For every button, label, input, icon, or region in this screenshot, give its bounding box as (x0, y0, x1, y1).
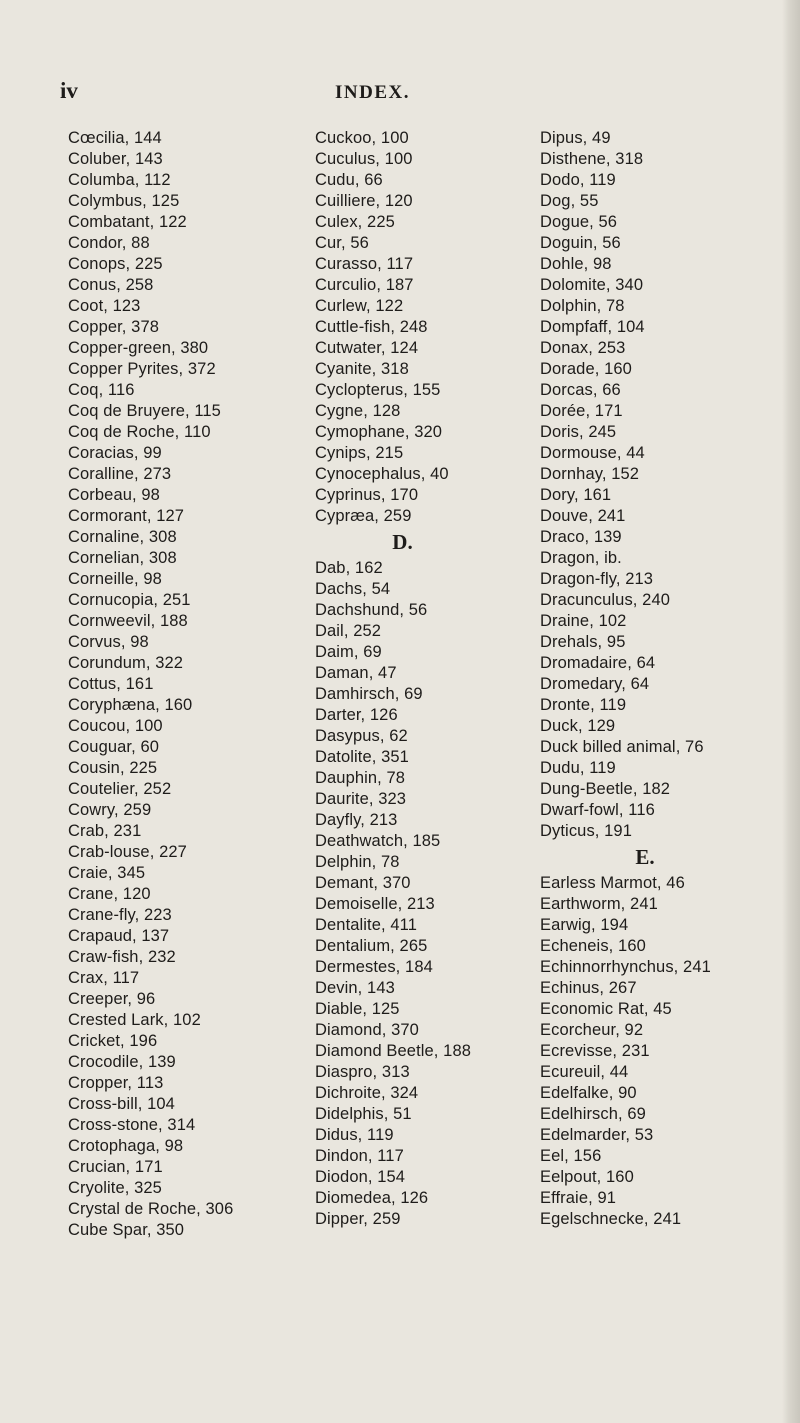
index-entry: Cyprinus, 170 (315, 486, 419, 504)
index-entry: Cornweevil, 188 (68, 612, 188, 630)
index-entry: Corbeau, 98 (68, 486, 160, 504)
index-entry: Dornhay, 152 (540, 465, 640, 483)
index-entry: Cutwater, 124 (315, 339, 419, 357)
index-entry: Cuilliere, 120 (315, 192, 413, 210)
index-entry: Cornaline, 308 (68, 528, 177, 546)
index-entry: Draco, 139 (540, 528, 622, 546)
index-entry: Cowry, 259 (68, 801, 152, 819)
index-entry: Dudu, 119 (540, 759, 616, 777)
index-entry: Drehals, 95 (540, 633, 626, 651)
index-entry: Coot, 123 (68, 297, 141, 315)
index-entry: Doris, 245 (540, 423, 617, 441)
index-entry: Conops, 225 (68, 255, 163, 273)
index-entry: Craw-fish, 232 (68, 948, 176, 966)
index-entry: Crab-louse, 227 (68, 843, 187, 861)
index-entry: Dichroite, 324 (315, 1084, 419, 1102)
index-entry: Couguar, 60 (68, 738, 160, 756)
index-entry: Dromedary, 64 (540, 675, 650, 693)
index-entry: Coluber, 143 (68, 150, 163, 168)
index-entry: Cross-bill, 104 (68, 1095, 175, 1113)
index-entry: Dolomite, 340 (540, 276, 644, 294)
index-entry: Dyticus, 191 (540, 822, 632, 840)
index-entry: Crab, 231 (68, 822, 142, 840)
index-entry: Duck billed animal, 76 (540, 738, 704, 756)
index-entry: Coralline, 273 (68, 465, 172, 483)
section-letter-heading: D. (392, 530, 413, 554)
index-entry: Curculio, 187 (315, 276, 414, 294)
index-entry: Culex, 225 (315, 213, 395, 231)
index-entry: Daman, 47 (315, 664, 397, 682)
index-entry: Coq, 116 (68, 381, 135, 399)
index-entry: Dorade, 160 (540, 360, 632, 378)
index-entry: Coucou, 100 (68, 717, 163, 735)
index-entry: Diodon, 154 (315, 1168, 406, 1186)
index-entry: Cube Spar, 350 (68, 1221, 185, 1239)
index-entry: Crocodile, 139 (68, 1053, 176, 1071)
index-entry: Didelphis, 51 (315, 1105, 412, 1123)
index-entry: Edelfalke, 90 (540, 1084, 637, 1102)
index-entry: Colymbus, 125 (68, 192, 180, 210)
index-entry: Cœcilia, 144 (68, 129, 162, 147)
index-entry: Cross-stone, 314 (68, 1116, 196, 1134)
index-entry: Crane-fly, 223 (68, 906, 172, 924)
index-entry: Douve, 241 (540, 507, 626, 525)
index-entry: Crane, 120 (68, 885, 151, 903)
index-entry: Dog, 55 (540, 192, 599, 210)
index-entry: Edelmarder, 53 (540, 1126, 654, 1144)
index-entry: Dragon-fly, 213 (540, 570, 654, 588)
index-entry: Dracunculus, 240 (540, 591, 671, 609)
index-entry: Dogue, 56 (540, 213, 618, 231)
index-entry: Crax, 117 (68, 969, 140, 987)
index-entry: Egelschnecke, 241 (540, 1210, 682, 1228)
index-entry: Eel, 156 (540, 1147, 602, 1165)
index-entry: Combatant, 122 (68, 213, 187, 231)
index-entry: Dorcas, 66 (540, 381, 621, 399)
section-letter-heading: E. (635, 845, 655, 869)
index-entry: Cricket, 196 (68, 1032, 158, 1050)
index-entry: Daurite, 323 (315, 790, 407, 808)
index-entry: Corneille, 98 (68, 570, 162, 588)
index-entry: Delphin, 78 (315, 853, 400, 871)
index-entry: Dab, 162 (315, 559, 383, 577)
index-entry: Crystal de Roche, 306 (68, 1200, 234, 1218)
index-column-2 (315, 128, 565, 1230)
index-entry: Dodo, 119 (540, 171, 616, 189)
index-entry: Coq de Roche, 110 (68, 423, 211, 441)
index-entry: Dragon, ib. (540, 549, 622, 567)
index-entry: Demoiselle, 213 (315, 895, 435, 913)
index-entry: Draine, 102 (540, 612, 627, 630)
index-entry: Ecrevisse, 231 (540, 1042, 650, 1060)
index-entry: Dipper, 259 (315, 1210, 401, 1228)
index-entry: Cuttle-fish, 248 (315, 318, 428, 336)
index-entry: Cynocephalus, 40 (315, 465, 449, 483)
index-entry: Dohle, 98 (540, 255, 612, 273)
index-entry: Dachs, 54 (315, 580, 391, 598)
index-entry: Dachshund, 56 (315, 601, 428, 619)
index-entry: Demant, 370 (315, 874, 411, 892)
index-entry: Dromadaire, 64 (540, 654, 656, 672)
index-entry: Earthworm, 241 (540, 895, 658, 913)
index-entry: Curasso, 117 (315, 255, 414, 273)
index-entry: Crotophaga, 98 (68, 1137, 184, 1155)
index-entry: Dory, 161 (540, 486, 612, 504)
index-entry: Columba, 112 (68, 171, 171, 189)
index-entry: Coutelier, 252 (68, 780, 172, 798)
index-entry: Damhirsch, 69 (315, 685, 423, 703)
index-entry: Dayfly, 213 (315, 811, 398, 829)
index-entry: Diaspro, 313 (315, 1063, 410, 1081)
index-entry: Dronte, 119 (540, 696, 627, 714)
index-entry: Conus, 258 (68, 276, 154, 294)
index-entry: Ecorcheur, 92 (540, 1021, 644, 1039)
index-entry: Cornucopia, 251 (68, 591, 191, 609)
index-entry: Diamond, 370 (315, 1021, 419, 1039)
index-entry: Dwarf-fowl, 116 (540, 801, 655, 819)
index-entry: Echinus, 267 (540, 979, 637, 997)
index-entry: Devin, 143 (315, 979, 395, 997)
index-entry: Didus, 119 (315, 1126, 394, 1144)
index-column-3 (540, 128, 790, 1230)
index-entry: Ecureuil, 44 (540, 1063, 629, 1081)
index-entry: Creeper, 96 (68, 990, 156, 1008)
index-entry: Corvus, 98 (68, 633, 149, 651)
index-entry: Echinnorrhynchus, 241 (540, 958, 711, 976)
index-entry: Darter, 126 (315, 706, 398, 724)
index-entry: Cryolite, 325 (68, 1179, 162, 1197)
index-entry: Cur, 56 (315, 234, 369, 252)
index-entry: Dindon, 117 (315, 1147, 404, 1165)
index-entry: Deathwatch, 185 (315, 832, 441, 850)
index-entry: Donax, 253 (540, 339, 626, 357)
index-entry: Crested Lark, 102 (68, 1011, 201, 1029)
index-entry: Coq de Bruyere, 115 (68, 402, 221, 420)
index-entry: Cottus, 161 (68, 675, 154, 693)
index-entry: Datolite, 351 (315, 748, 409, 766)
index-entry: Dermestes, 184 (315, 958, 433, 976)
index-entry: Coracias, 99 (68, 444, 162, 462)
index-entry: Crucian, 171 (68, 1158, 163, 1176)
index-entry: Cypræa, 259 (315, 507, 412, 525)
page-number: iv (60, 78, 78, 103)
index-entry: Daim, 69 (315, 643, 382, 661)
page-header (0, 78, 800, 112)
index-entry: Cropper, 113 (68, 1074, 164, 1092)
index-entry: Dung-Beetle, 182 (540, 780, 671, 798)
index-entry: Dentalite, 411 (315, 916, 417, 934)
index-entry: Coryphæna, 160 (68, 696, 193, 714)
running-title: INDEX. (335, 82, 410, 103)
index-entry: Craie, 345 (68, 864, 146, 882)
index-entry: Cuculus, 100 (315, 150, 413, 168)
index-entry: Copper Pyrites, 372 (68, 360, 216, 378)
index-entry: Edelhirsch, 69 (540, 1105, 646, 1123)
index-entry: Dasypus, 62 (315, 727, 408, 745)
index-entry: Doguin, 56 (540, 234, 621, 252)
index-entry: Dolphin, 78 (540, 297, 625, 315)
index-entry: Cousin, 225 (68, 759, 158, 777)
index-entry: Copper-green, 380 (68, 339, 209, 357)
index-column-1 (68, 128, 318, 1241)
index-entry: Copper, 378 (68, 318, 160, 336)
index-entry: Cymophane, 320 (315, 423, 443, 441)
index-entry: Dompfaff, 104 (540, 318, 645, 336)
index-entry: Dauphin, 78 (315, 769, 406, 787)
index-entry: Dail, 252 (315, 622, 382, 640)
index-entry: Cornelian, 308 (68, 549, 177, 567)
index-entry: Curlew, 122 (315, 297, 404, 315)
index-entry: Economic Rat, 45 (540, 1000, 672, 1018)
index-entry: Corundum, 322 (68, 654, 184, 672)
index-entry: Cyanite, 318 (315, 360, 409, 378)
index-entry: Diable, 125 (315, 1000, 400, 1018)
index-entry: Eelpout, 160 (540, 1168, 634, 1186)
index-entry: Echeneis, 160 (540, 937, 646, 955)
index-entry: Duck, 129 (540, 717, 616, 735)
index-entry: Dipus, 49 (540, 129, 611, 147)
index-entry: Cormorant, 127 (68, 507, 185, 525)
index-entry: Earwig, 194 (540, 916, 629, 934)
index-entry: Dormouse, 44 (540, 444, 645, 462)
index-entry: Disthene, 318 (540, 150, 644, 168)
index-entry: Dentalium, 265 (315, 937, 428, 955)
index-entry: Condor, 88 (68, 234, 150, 252)
index-entry: Dorée, 171 (540, 402, 623, 420)
index-entry: Cyclopterus, 155 (315, 381, 441, 399)
index-entry: Cudu, 66 (315, 171, 383, 189)
index-entry: Diamond Beetle, 188 (315, 1042, 471, 1060)
index-entry: Cynips, 215 (315, 444, 404, 462)
index-entry: Diomedea, 126 (315, 1189, 429, 1207)
index-entry: Cuckoo, 100 (315, 129, 409, 147)
index-entry: Earless Marmot, 46 (540, 874, 685, 892)
index-entry: Crapaud, 137 (68, 927, 170, 945)
index-entry: Cygne, 128 (315, 402, 401, 420)
index-entry: Effraie, 91 (540, 1189, 617, 1207)
